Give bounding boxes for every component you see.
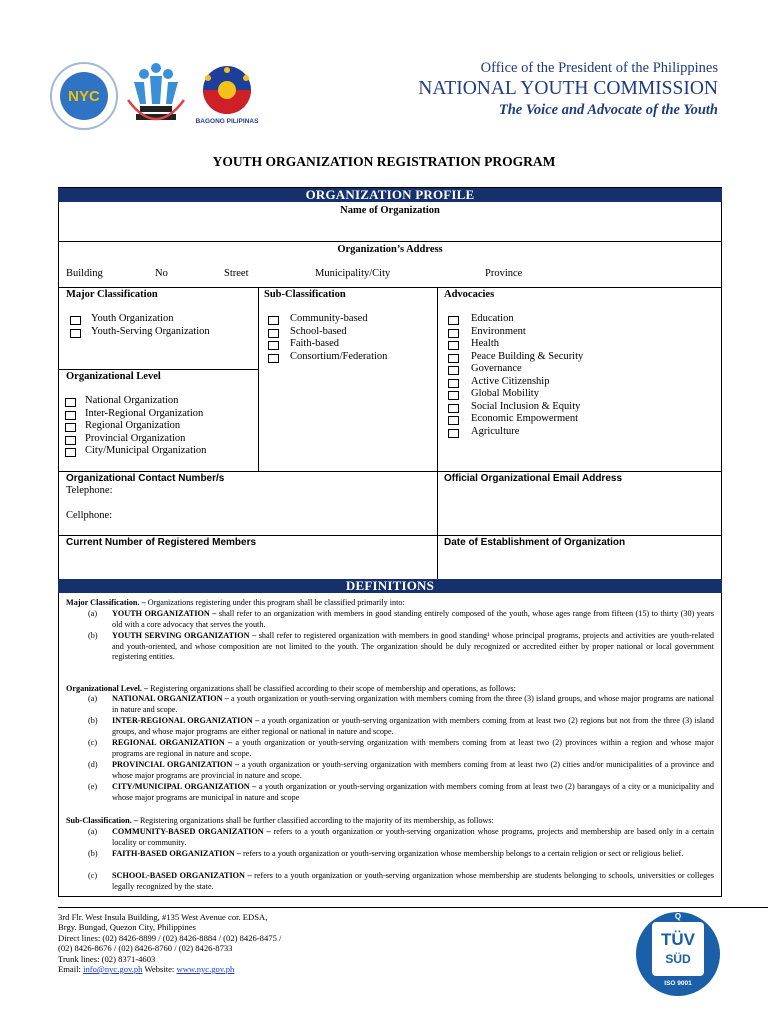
checkbox-regional-organization[interactable] [65, 423, 76, 432]
organizational-level-title: Organizational Level [66, 371, 161, 382]
name-field[interactable] [60, 218, 720, 240]
option-economic-empowerment: Economic Empowerment [471, 413, 579, 424]
checkbox-environment[interactable] [448, 329, 459, 338]
def-level-d-body: a youth organization or youth-serving organization with members coming from at least two (2) cities and/or municipalities of a province and whose major programs are provincial in nature and scope. [112, 760, 715, 780]
checkbox-active-citizenship[interactable] [448, 379, 459, 388]
address-label: Organization’s Address [337, 244, 443, 255]
nyc-logo-text: NYC [68, 88, 100, 105]
def-major-b [88, 631, 714, 663]
footer-line4: (02) 8426-8676 / (02) 8426-8760 / (02) 8426-8733 [58, 943, 233, 954]
def-level-b [88, 716, 715, 737]
footer-contact-line [58, 964, 281, 974]
checkbox-global-mobility[interactable] [448, 391, 459, 400]
address-province: Province [485, 268, 523, 279]
def-level-b-label: (b) [88, 716, 98, 725]
cellphone-label: Cellphone: [66, 510, 113, 521]
option-city-municipal-organization: City/Municipal Organization [85, 445, 207, 456]
footer-line1: 3rd Flr. West Insula Building, #135 West Avenue cor. EDSA, [58, 912, 268, 922]
option-youth-serving-organization: Youth-Serving Organization [91, 326, 210, 337]
checkbox-education[interactable] [448, 316, 459, 325]
commission-title: NATIONAL YOUTH COMMISSION [418, 78, 718, 99]
option-consortium-federation: Consortium/Federation [290, 351, 388, 362]
def-level-d-label: (d) [88, 760, 98, 769]
checkbox-national-organization[interactable] [65, 398, 76, 407]
bagong-pilipinas-logo [196, 64, 258, 128]
def-sub-b-body: refers to a youth organization or youth-serving organization whose membership belongs to a certain religion or sect or religious belief. [242, 849, 684, 858]
option-peace-building: Peace Building & Security [471, 351, 584, 362]
def-level-e-body: a youth organization or youth-serving organization with members coming from at least two (2) barangays of a city or a municipality and whose major programs are municipal in nature and scope [112, 782, 714, 802]
def-level-e-head: CITY/MUNICIPAL ORGANIZATION – [112, 782, 257, 791]
def-sub-intro-head: Sub-Classification. – [66, 816, 138, 825]
def-sub-a-label: (a) [88, 827, 98, 836]
checkbox-community-based[interactable] [268, 316, 279, 325]
address-building: Building [66, 268, 103, 279]
option-governance: Governance [471, 363, 522, 374]
cellphone-field[interactable] [122, 508, 432, 522]
def-level-e-label: (e) [88, 782, 98, 791]
checkbox-city-municipal-organization[interactable] [65, 448, 76, 457]
checkbox-youth-serving-organization[interactable] [70, 329, 81, 338]
office-line: Office of the President of the Philippines [480, 60, 718, 76]
name-label: Name of Organization [340, 205, 440, 216]
def-level-a-body: a youth organization or youth-serving organization with members coming from the three (3) island groups, and whose major programs are national in nature and scope. [112, 694, 715, 714]
def-level-intro-body: Registering organizations shall be classified according to their scope of membership and operations, as follows: [150, 684, 516, 693]
youth-figures-logo [126, 60, 186, 132]
document-title: YOUTH ORGANIZATION REGISTRATION PROGRAM [212, 154, 556, 169]
footer-line2: Brgy. Bungad, Quezon City, Philippines [58, 922, 196, 933]
address-municipality: Municipality/City [315, 268, 391, 279]
def-level-d-head: PROVINCIAL ORGANIZATION – [112, 760, 240, 769]
def-sub-c [88, 871, 714, 892]
option-provincial-organization: Provincial Organization [85, 433, 186, 444]
footer-line5: Trunk lines: (02) 8371-4603 [58, 953, 156, 964]
checkbox-agriculture[interactable] [448, 429, 459, 438]
address-no: No [155, 268, 168, 279]
def-major-a-head: YOUTH ORGANIZATION – [112, 609, 217, 618]
checkbox-provincial-organization[interactable] [65, 436, 76, 445]
telephone-field[interactable] [122, 483, 432, 497]
checkbox-consortium-federation[interactable] [268, 354, 279, 363]
option-national-organization: National Organization [85, 395, 179, 406]
checkbox-governance[interactable] [448, 366, 459, 375]
def-level-intro [66, 684, 716, 695]
def-level-a [88, 694, 715, 715]
footer-rule [58, 907, 768, 908]
checkbox-faith-based[interactable] [268, 341, 279, 350]
nyc-logo [50, 62, 118, 130]
option-social-inclusion: Social Inclusion & Equity [471, 401, 581, 412]
def-sub-c-label: (c) [88, 871, 98, 880]
checkbox-social-inclusion[interactable] [448, 404, 459, 413]
tagline: The Voice and Advocate of the Youth [498, 102, 718, 118]
tuv-top-text: TÜV [661, 930, 695, 949]
footer-address [58, 912, 281, 974]
def-level-c-body: a youth organization or youth-serving organization with members coming from at least two (2) provinces within a region and whose major programs are regional in nature and scope. [112, 738, 714, 758]
bagong-pilipinas-caption: BAGONG PILIPINAS [195, 118, 259, 125]
email-address-field[interactable] [444, 488, 716, 532]
definitions-bar: DEFINITIONS [58, 579, 722, 593]
def-major-intro [66, 598, 716, 609]
option-faith-based: Faith-based [290, 338, 339, 349]
def-level-c [88, 738, 714, 759]
advocacies-title: Advocacies [444, 289, 495, 300]
establishment-date-field[interactable] [444, 552, 716, 576]
def-major-b-head: YOUTH SERVING ORGANIZATION – [112, 631, 257, 640]
option-regional-organization: Regional Organization [85, 420, 181, 431]
def-level-c-head: REGIONAL ORGANIZATION – [112, 738, 233, 747]
checkbox-youth-organization[interactable] [70, 316, 81, 325]
establishment-date-label: Date of Establishment of Organization [444, 537, 626, 548]
footer-email-link[interactable]: info@nyc.gov.ph [83, 964, 143, 975]
def-major-b-label: (b) [88, 631, 98, 640]
checkbox-school-based[interactable] [268, 329, 279, 338]
registered-members-field[interactable] [66, 552, 432, 576]
contact-number-label: Organizational Contact Number/s [66, 473, 225, 484]
def-sub-b-label: (b) [88, 849, 98, 858]
def-sub-c-body: refers to a youth organization or youth-serving organization whose membership are students belonging to schools, universities or colleges legally recognized by the state. [112, 871, 714, 891]
def-sub-a [88, 827, 715, 848]
def-major-a-body: shall refer to an organization with members in good standing entirely composed of the youth, whose ages range from fifteen (15) to thirty (30) years old with a core advocacy that serves the youth. [112, 609, 714, 629]
def-major-b-body: shall refer to registered organization with members in good standing¹ whose principal programs, projects and activities are youth-related and youth-oriented, and whose composition are not limited to the youth. The organization should be duly recognized or accredited either by proper national or local government registering entities. [112, 631, 714, 662]
option-education: Education [471, 313, 514, 324]
option-community-based: Community-based [290, 313, 368, 324]
option-global-mobility: Global Mobility [471, 388, 539, 399]
def-level-b-head: INTER-REGIONAL ORGANIZATION – [112, 716, 260, 725]
checkbox-peace-building[interactable] [448, 354, 459, 363]
telephone-label: Telephone: [66, 485, 113, 496]
option-youth-organization: Youth Organization [91, 313, 174, 324]
footer-email-label: Email: [58, 964, 81, 975]
tuv-iso-text: ISO 9001 [664, 980, 692, 987]
sub-classification-title: Sub-Classification [264, 289, 346, 300]
def-level-a-label: (a) [88, 694, 98, 703]
option-environment: Environment [471, 326, 526, 337]
email-address-label: Official Organizational Email Address [444, 473, 623, 484]
organization-profile-bar: ORGANIZATION PROFILE [58, 188, 722, 202]
address-street: Street [224, 268, 249, 279]
def-level-a-head: NATIONAL ORGANIZATION – [112, 694, 229, 703]
def-sub-a-head: COMMUNITY-BASED ORGANIZATION – [112, 827, 271, 836]
def-sub-a-body: refers to a youth organization or youth-serving organization whose programs, projects and membership are based only in a certain locality or community. [112, 827, 715, 847]
def-level-e [88, 782, 714, 803]
def-level-intro-head: Organizational Level. – [66, 684, 149, 693]
def-major-intro-body: Organizations registering under this program shall be classified primarily into: [147, 598, 405, 607]
def-sub-intro [66, 816, 716, 827]
def-sub-b-head: FAITH-BASED ORGANIZATION – [112, 849, 241, 858]
def-major-a-label: (a) [88, 609, 98, 618]
def-sub-intro-body: Registering organizations shall be further classified according to the majority of its membership, as follows: [139, 816, 494, 825]
checkbox-health[interactable] [448, 341, 459, 350]
option-active-citizenship: Active Citizenship [471, 376, 550, 387]
tuv-mid-text: SÜD [665, 952, 691, 966]
footer-website-label: Website: [142, 964, 175, 975]
def-major-a [88, 609, 714, 630]
footer-line3: Direct lines: (02) 8426-8899 / (02) 8426-8884 / (02) 8426-8475 / [58, 932, 282, 943]
option-school-based: School-based [290, 326, 347, 337]
def-major-intro-head: Major Classification. – [66, 598, 146, 607]
tuv-certification-badge [636, 912, 720, 996]
def-sub-b [88, 849, 714, 860]
option-inter-regional-organization: Inter-Regional Organization [85, 408, 204, 419]
def-level-b-body: a youth organization or youth-serving organization with members coming from at least two (2) regions but not from the three (3) island groups, and whose major programs are either regional or national in nature and scope. [112, 716, 715, 736]
option-health: Health [471, 338, 499, 349]
def-level-d [88, 760, 715, 781]
option-agriculture: Agriculture [471, 426, 520, 437]
def-sub-c-head: SCHOOL-BASED ORGANIZATION – [112, 871, 252, 880]
registered-members-label: Current Number of Registered Members [66, 537, 257, 548]
def-level-c-label: (c) [88, 738, 98, 747]
tuv-q-label: Q [674, 912, 682, 921]
checkbox-economic-empowerment[interactable] [448, 416, 459, 425]
footer-website-link[interactable]: www.nyc.gov.ph [176, 964, 235, 975]
checkbox-inter-regional-organization[interactable] [65, 411, 76, 420]
major-classification-title: Major Classification [66, 289, 158, 300]
